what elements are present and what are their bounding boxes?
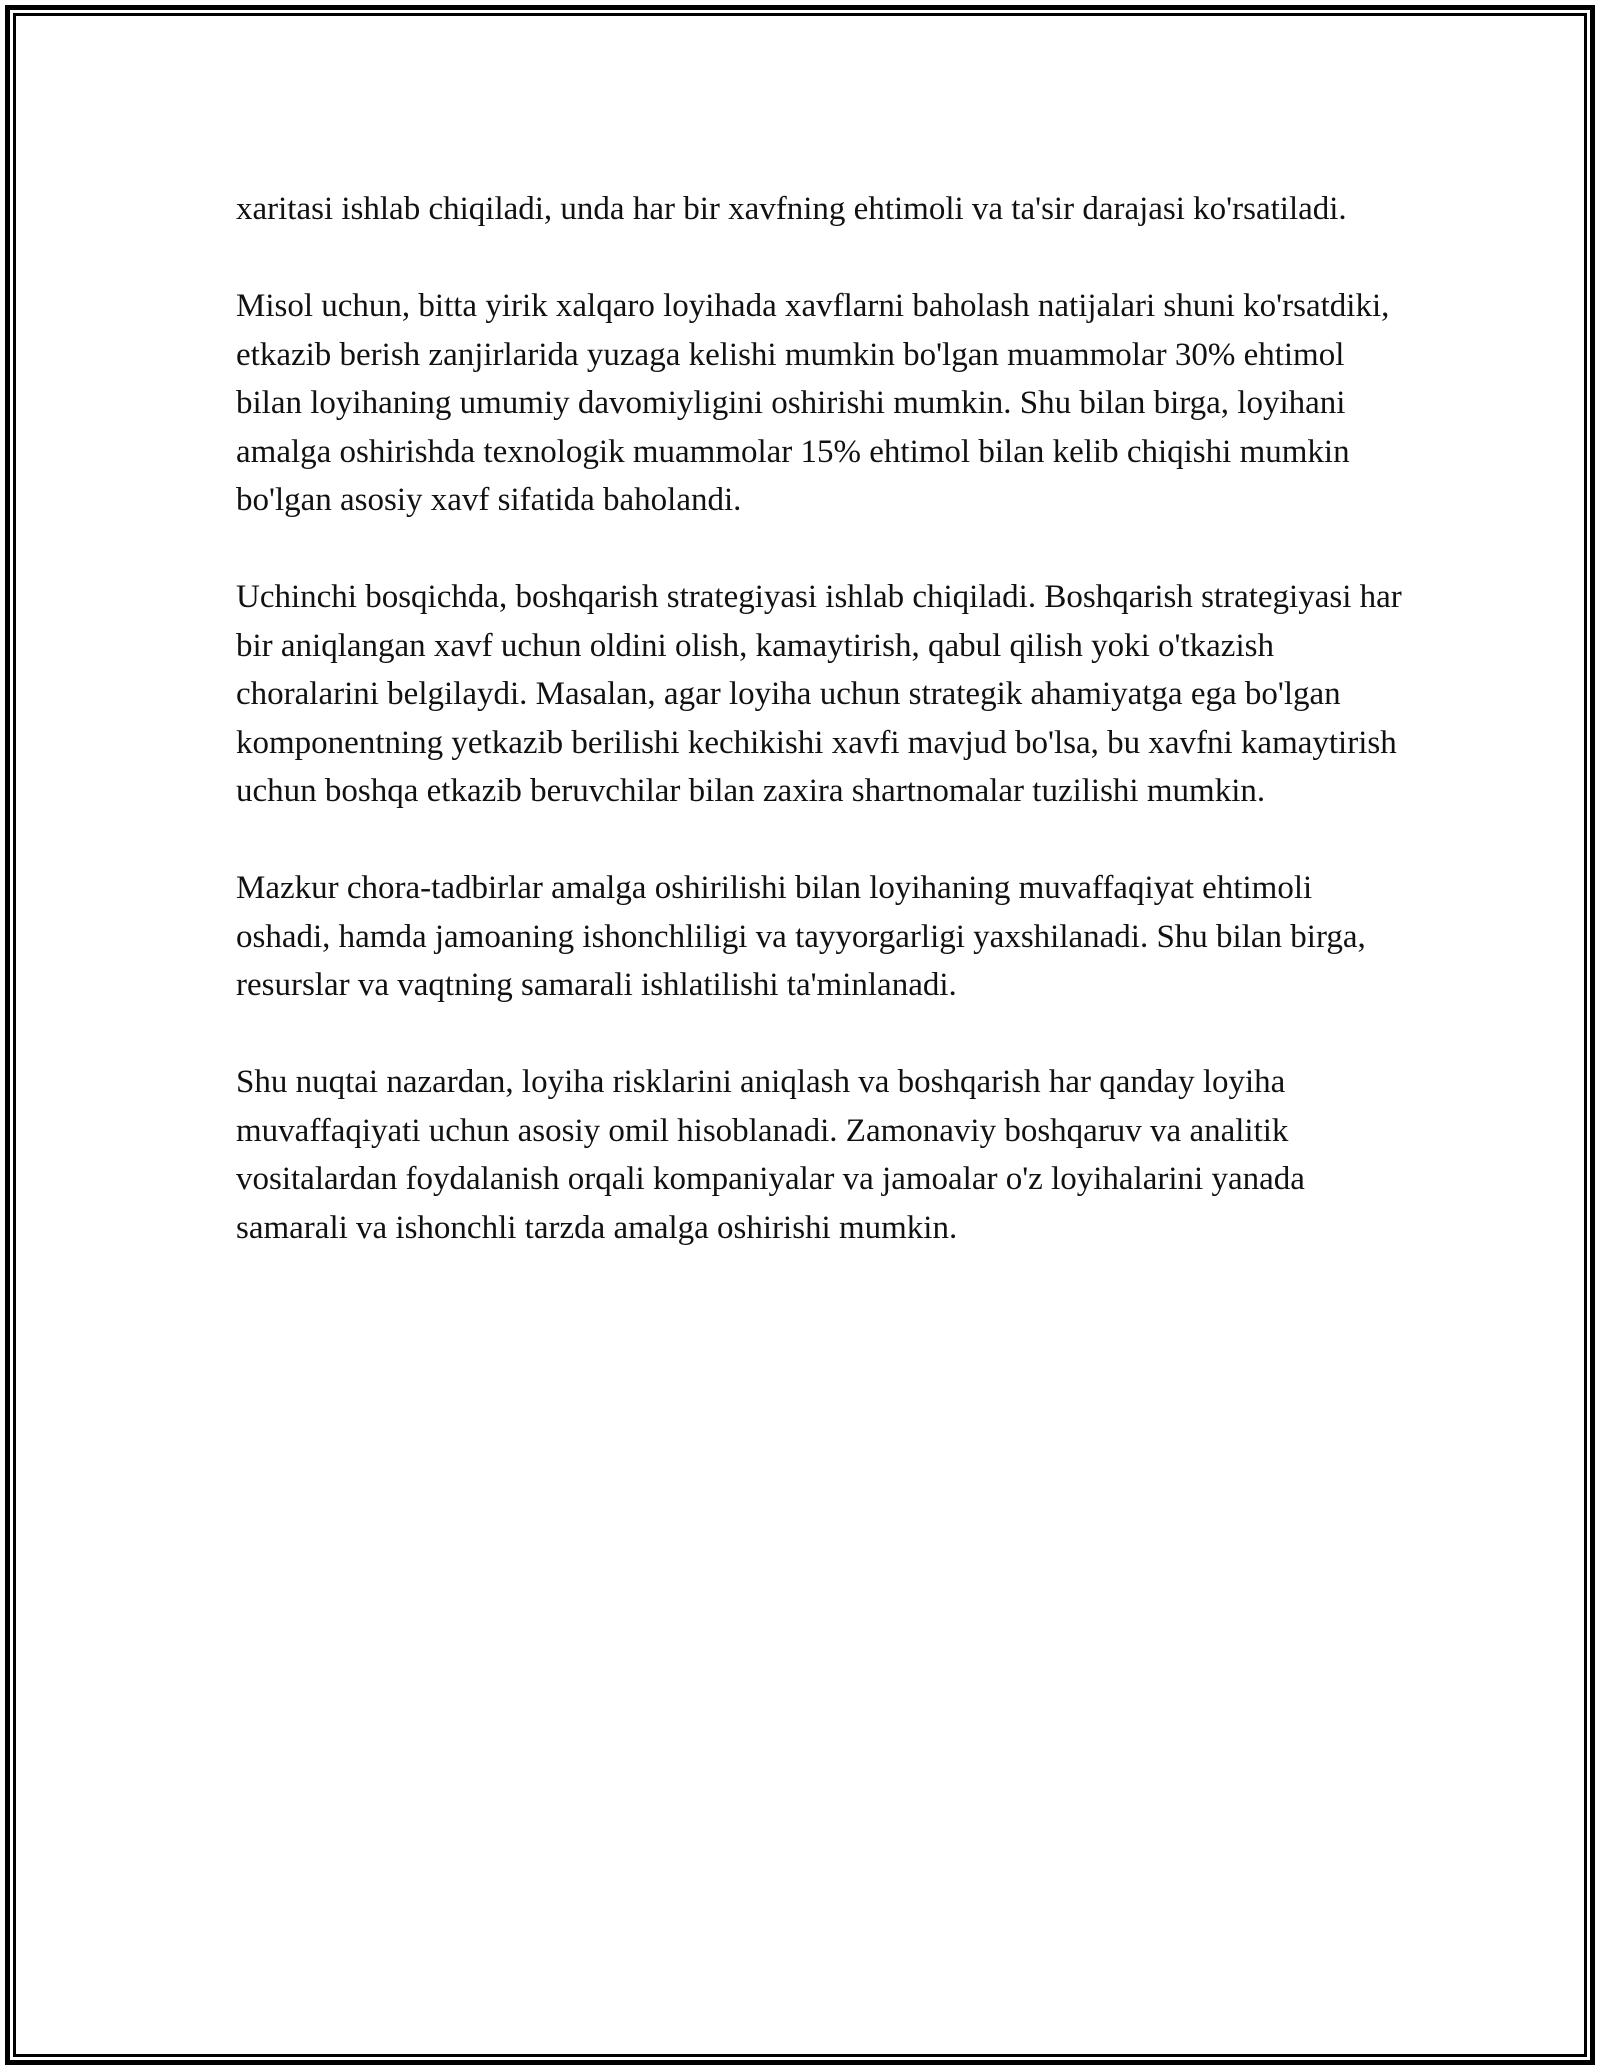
document-body bbox=[236, 185, 1406, 1301]
paragraph-3: Uchinchi bosqichda, boshqarish strategiyasi ishlab chiqiladi. Boshqarish strategiyasi har bir aniqlangan xavf uchun oldini olish, kamaytirish, qabul qilish yoki o'tkazish choralarini belgilaydi. Masalan, agar loyiha uchun strategik ahamiyatga ega bo'lgan komponentning yetkazib berilishi kechikishi xavfi mavjud bo'lsa, bu xavfni kamaytirish uchun boshqa etkazib beruvchilar bilan zaxira shartnomalar tuzilishi mumkin. bbox=[236, 579, 1402, 809]
paragraph-5: Shu nuqtai nazardan, loyiha risklarini aniqlash va boshqarish har qanday loyiha muvaffaqiyati uchun asosiy omil hisoblanadi. Zamonaviy boshqaruv va analitik vositalardan foydalanish orqali kompaniyalar va jamoalar o'z loyihalarini yanada samarali va ishonchli tarzda amalga oshirishi mumkin. bbox=[236, 1064, 1305, 1246]
paragraph-4: Mazkur chora-tadbirlar amalga oshirilishi bilan loyihaning muvaffaqiyat ehtimoli oshadi, hamda jamoaning ishonchliligi va tayyorgarligi yaxshilanadi. Shu bilan birga, resurslar va vaqtning samarali ishlatilishi ta'minlanadi. bbox=[236, 870, 1366, 1003]
paragraph-1: xaritasi ishlab chiqiladi, unda har bir xavfning ehtimoli va ta'sir darajasi ko'rsatiladi. bbox=[236, 191, 1347, 227]
paragraph-2: Misol uchun, bitta yirik xalqaro loyihada xavflarni baholash natijalari shuni ko'rsatdiki, etkazib berish zanjirlarida yuzaga kelishi mumkin bo'lgan muammolar 30% ehtimol bilan loyihaning umumiy davomiyligini oshirishi mumkin. Shu bilan birga, loyihani amalga oshirishda texnologik muammolar 15% ehtimol bilan kelib chiqishi mumkin bo'lgan asosiy xavf sifatida baholandi. bbox=[236, 288, 1390, 518]
